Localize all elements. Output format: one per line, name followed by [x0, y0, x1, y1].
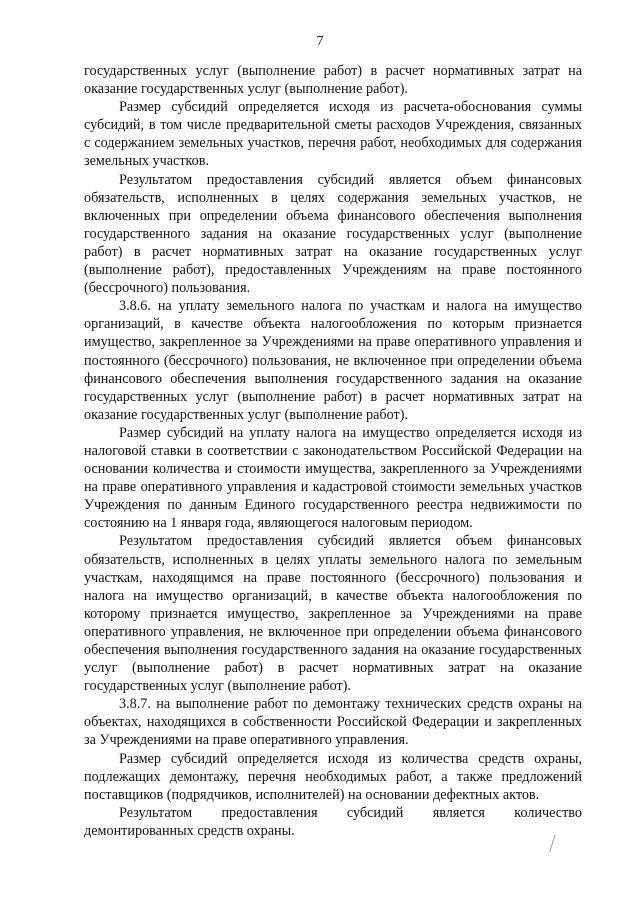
paragraph-subsidy-size-tax: Размер субсидий на уплату налога на имущество определяется исходя из налоговой ставки в соответствии с законодательством Российской Федерации на основании количества и стоимости имущества, закрепленного за Учреждениями на праве оперативного управления и кадастровой стоимости земельных участков Учреждения по данным Единого государственного реестра недвижимости по состоянию на 1 января года, являющегося налоговым периодом.	[84, 424, 582, 532]
paragraph-subsidy-size-dismantling: Размер субсидий определяется исходя из количества средств охраны, подлежащих демонтажу, перечня необходимых работ, а также предложений поставщиков (подрядчиков, исполнителей) на основании дефектных актов.	[84, 750, 582, 803]
paragraph-item-3-8-6: 3.8.6. на уплату земельного налога по участкам и налога на имущество организаций, в качестве объекта налогообложения по которым признается имущество, закрепленное за Учреждениями на праве оперативного управления и постоянного (бессрочного) пользования, не включенное при определении объема финансового обеспечения выполнения государственного задания на оказание государственных услуг (выполнение работ) в расчет нормативных затрат на оказание государственных услуг (выполнение работ).	[84, 298, 582, 423]
document-body	[84, 62, 582, 840]
paragraph-continuation: государственных услуг (выполнение работ) в расчет нормативных затрат на оказание государственных услуг (выполнение работ).	[84, 63, 582, 98]
paragraph-result-land: Результатом предоставления субсидий является объем финансовых обязательств, исполненных в целях содержания земельных участков, не включенных при определении объема финансового обеспечения выполнения государственного задания на оказание государственных услуг (выполнение работ) в расчет нормативных затрат на оказание государственных услуг (выполнение работ), предоставленных Учреждениям на праве постоянного (бессрочного) пользования.	[84, 171, 582, 297]
paragraph-result-dismantling: Результатом предоставления субсидий является количество демонтированных средств охраны.	[84, 804, 582, 839]
paragraph-result-tax: Результатом предоставления субсидий является объем финансовых обязательств, исполненных в целях уплаты земельного налога по земельным участкам, находящимся на праве постоянного (бессрочного) пользования и налога на имущество организаций, в качестве объекта налогообложения по которому признается имущество, закрепленное за Учреждениями на праве оперативного управления, не включенное при определении объема финансового обеспечения выполнения государственного задания на оказание государственных услуг (выполнение работ) в расчет нормативных затрат на оказание государственных услуг (выполнение работ).	[84, 533, 582, 695]
paragraph-subsidy-size-land: Размер субсидий определяется исходя из расчета-обоснования суммы субсидий, в том числе предварительной сметы расходов Учреждения, связанных с содержанием земельных участков, перечня работ, необходимых для содержания земельных участков.	[84, 99, 582, 170]
page-number: 7	[316, 34, 324, 49]
paragraph-item-3-8-7: 3.8.7. на выполнение работ по демонтажу технических средств охраны на объектах, находящихся в собственности Российской Федерации и закрепленных за Учреждениями на праве оперативного управления.	[84, 696, 582, 749]
